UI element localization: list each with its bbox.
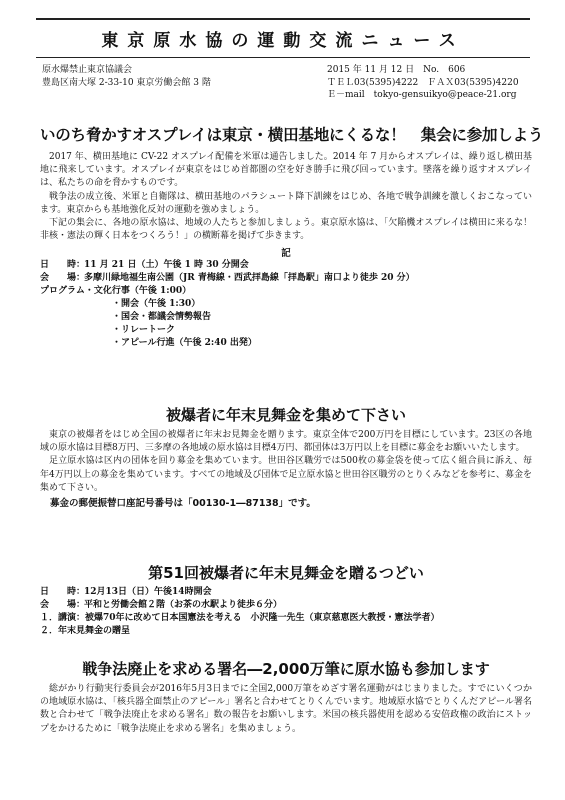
article-osprey-paragraph: 2017 年、横田基地に CV-22 オスプレイ配備を米軍は通告しました。2014 年 7 月からオスプレイは、繰り返し横田基地に飛来しています。オスプレイが東京をはじめ首都圏の空を好き勝手に飛び回っています。墜落を繰り返すオスプレイは、私たちの命を脅かすものです。 — [40, 152, 532, 189]
place-label: 会 場： — [40, 273, 86, 284]
program-item: ・ 国会・都議会情勢報告 — [40, 311, 532, 324]
notice-marker: 記 — [281, 248, 291, 260]
article-gathering — [40, 562, 532, 638]
date-label: 日 時： — [40, 260, 86, 271]
article-donation-headline: 被爆者に年末見舞金を集めて下さい — [165, 406, 406, 424]
article-gathering-headline: 第51回被爆者に年末見舞金を贈るつどい — [148, 564, 424, 582]
org-name: 原水爆禁止東京協議会 — [42, 65, 133, 75]
program-label: プログラム・文化行事（午後 1:00） — [40, 286, 192, 297]
article-osprey-paragraph: 戦争法の成立後、米軍と自衛隊は、横田基地のパラシュート降下訓練をはじめ、各地で戦争訓練を激しくおこなっています。東京からも基地強化反対の運動を強めましょう。 — [40, 191, 532, 215]
masthead — [36, 18, 530, 58]
postal-account-number: 募金の郵便振替口座記号番号は「00130-1―87138」です。 — [50, 498, 316, 510]
article-donation-paragraph: 足立原水協は区内の団体を回り募金を集めています。世田谷区職労では500枚の募金袋を使って広く組合員に訴え、毎年4万円以上の募金を集めています。すべての地域及び団体で足立原水協と世田谷区職労のとりくみなどを参考に、募金を集めて下さい。 — [40, 456, 532, 493]
place-value: 多摩川緑地福生南公園（JR 青梅線・西武拝島線「拝島駅」南口より徒歩 20 分） — [84, 273, 415, 284]
place-label: 会 場： — [40, 600, 86, 610]
org-address: 豊島区南大塚 2-33-10 東京労働会館 3 階 — [42, 77, 211, 88]
masthead-bottom-rule — [36, 57, 530, 59]
article-donation-paragraph: 東京の被爆者をはじめ全国の被爆者に年末お見舞金を贈ります。東京全体で200万円を目標にしています。23区の各地域の原水協は目標8万円、三多摩の各地域の原水協は目標4万円、都団体は3万円以上を目標に募金をお願いいたします。 — [40, 430, 532, 454]
program-item: ・ 開会（午後 1:30） — [40, 298, 532, 311]
date-value: 11 月 21 日（土）午後 1 時 30 分開会 — [84, 260, 249, 271]
date-label: 日 時： — [40, 587, 86, 597]
gathering-details — [40, 586, 532, 638]
program-item: ・ リレートーク — [40, 324, 532, 337]
article-petition-paragraph: 総がかり行動実行委員会が2016年5月3日までに全国2,000万筆をめざす署名運動がはじまりました。すでにいくつかの地域原水協は、「核兵器全面禁止のアピール」署名と合わせてとりくんでいます。地域原水協でとりくんだアピール署名数と合わせて「戦争法廃止を求める署名」数の報告をお願いします。米国の核兵器使用を認める安倍政権の政治にストップをかけるために「戦争法廃止を求める署名」を集めましょう。 — [40, 684, 532, 734]
newsletter-title: 東京原水協の運動交流ニュース — [101, 30, 465, 51]
date-value: 12月13日（日）午後14時開会 — [84, 587, 212, 597]
article-osprey-paragraph: 下記の集会に、各地の原水協は、地域の人たちと参加しましょう。東京原水協は、「欠陥機オスプレイは横田に来るな！ 非核・憲法の輝く日本をつくろう！」の横断幕を掲げて歩きます。 — [40, 218, 542, 242]
article-osprey — [40, 123, 544, 350]
article-osprey-headline: いのち脅かすオスプレイは東京・横田基地にくるな！ 集会に参加しよう — [40, 126, 544, 144]
article-donation — [40, 404, 532, 509]
article-petition — [40, 658, 532, 736]
organization-info — [42, 64, 532, 102]
issue-date-number: 2015 年 11 月 12 日 No. 606 — [327, 65, 466, 75]
place-value: 平和と労働会館２階（お茶の水駅より徒歩６分） — [84, 600, 283, 610]
program-item: ・ アピール行進（午後 2:40 出発） — [40, 337, 532, 350]
org-tel-fax: ＴＥＬ03(5395)4222 ＦＡＸ03(5395)4220 — [327, 77, 519, 88]
gathering-item: １．講演：被爆70年に改めて日本国憲法を考える 小沢隆一先生（東京慈恵医大教授・憲法学者） — [40, 613, 440, 623]
gathering-item: ２．年末見舞金の贈呈 — [40, 626, 131, 636]
article-petition-headline: 戦争法廃止を求める署名―2,000万筆に原水協も参加します — [82, 660, 490, 678]
org-email: Ｅ－mail tokyo-gensuikyo@peace-21.org — [327, 90, 517, 100]
osprey-event-details — [40, 259, 532, 350]
